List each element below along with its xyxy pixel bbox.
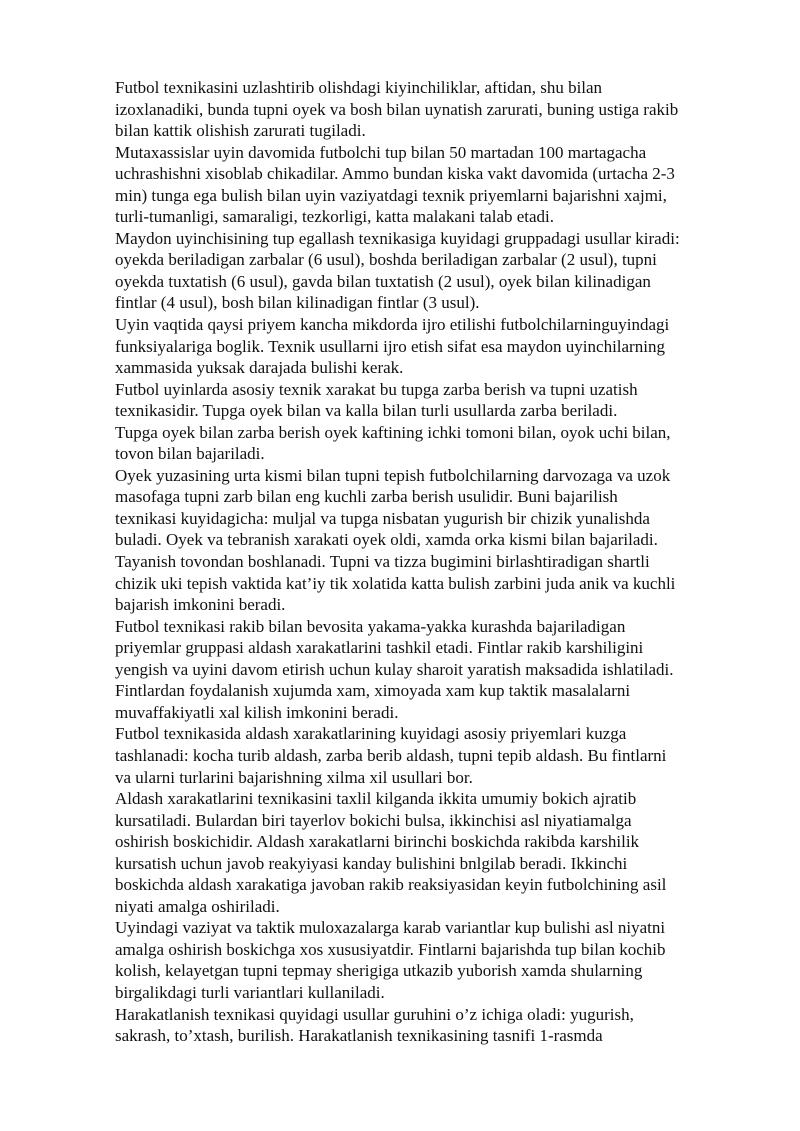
- paragraph-2: Mutaxassislar uyin davomida futbolchi tup bilan 50 martadan 100 martagacha uchrashishni xisoblab chikadilar. Ammo bundan kiska vakt davomida (urtacha 2-3 min) tunga ega bulish bilan uyin vaziyatdagi texnik priyemlarni bajarishni xajmi, turli-tumanligi, samaraligi, tezkorligi, katta malakani talab etadi.: [115, 142, 675, 227]
- paragraph-6: Tupga oyek bilan zarba berish oyek kaftining ichki tomoni bilan, oyok uchi bilan, tovon bilan bajariladi.: [115, 422, 671, 464]
- paragraph-8: Futbol texnikasi rakib bilan bevosita yakama-yakka kurashda bajariladigan priyemlar gruppasi aldash xarakatlarini tashkil etadi. Fintlar rakib karshiligini yengish va uyini davom etirish uchun kulay sharoit yaratish maksadida ishlatiladi. Fintlardan foydalanish xujumda xam, ximoyada xam kup taktik masalalarni muvaffakiyatli xal kilish imkonini beradi.: [115, 616, 674, 722]
- paragraph-7: Oyek yuzasining urta kismi bilan tupni tepish futbolchilarning darvozaga va uzok masofaga tupni zarb bilan eng kuchli zarba berish usulidir. Buni bajarilish texnikasi kuyidagicha: muljal va tupga nisbatan yugurish bir chizik yunalishda buladi. Oyek va tebranish xarakati oyek oldi, xamda orka kismi bilan bajariladi. Tayanish tovondan boshlanadi. Tupni va tizza bugimini birlashtiradigan shartli chizik uki tepish vaktida kat’iy tik xolatida katta bulish zarbini juda anik va kuchli bajarish imkonini beradi.: [115, 465, 676, 615]
- document-page: [115, 77, 747, 1047]
- paragraph-11: Uyindagi vaziyat va taktik muloxazalarga karab variantlar kup bulishi asl niyatni amalga oshirish boskichga xos xususiyatdir. Fintlarni bajarishda tup bilan kochib kolish, kelayetgan tupni tepmay sherigiga utkazib yuborish xamda shularning birgalikdagi turli variantlari kullaniladi.: [115, 918, 666, 1002]
- paragraph-12: Harakatlanish texnikasi quyidagi usullar guruhini o’z ichiga oladi: yugurish, sakrash, to’xtash, burilish. Harakatlanish texnikasining tasnifi 1-rasmda: [115, 1004, 634, 1046]
- paragraph-10: Aldash xarakatlarini texnikasini taxlil kilganda ikkita umumiy bokich ajratib kursatiladi. Bulardan biri tayerlov bokichi bulsa, ikkinchisi asl niyatiamalga oshirish boskichidir. Aldash xarakatlarni birinchi boskichda rakibda karshilik kursatish uchun javob reakyiyasi kanday bulishini bnlgilab beradi. Ikkinchi boskichda aldash xarakatiga javoban rakib reaksiyasidan keyin futbolchining asil niyati amalga oshiriladi.: [115, 789, 667, 916]
- paragraph-5: Futbol uyinlarda asosiy texnik xarakat bu tupga zarba berish va tupni uzatish texnikasidir. Tupga oyek bilan va kalla bilan turli usullarda zarba beriladi.: [115, 379, 638, 421]
- paragraph-3: Maydon uyinchisining tup egallash texnikasiga kuyidagi gruppadagi usullar kiradi: oyekda beriladigan zarbalar (6 usul), boshda beriladigan zarbalar (2 usul), tupni oyekda tuxtatish (6 usul), gavda bilan tuxtatish (2 usul), oyek bilan kilinadigan fintlar (4 usul), bosh bilan kilinadigan fintlar (3 usul).: [115, 228, 680, 313]
- paragraph-1: Futbol texnikasini uzlashtirib olishdagi kiyinchiliklar, aftidan, shu bilan izoxlanadiki, bunda tupni oyek va bosh bilan uynatish zarurati, buning ustiga rakib bilan kattik olishish zarurati tugiladi.: [115, 78, 679, 141]
- paragraph-4: Uyin vaqtida qaysi priyem kancha mikdorda ijro etilishi futbolchilarninguyindagi funksiyalariga boglik. Texnik usullarni ijro etish sifat esa maydon uyinchilarning xammasida yuksak darajada bulishi kerak.: [115, 315, 670, 378]
- paragraph-9: Futbol texnikasida aldash xarakatlarining kuyidagi asosiy priyemlari kuzga tashlanadi: kocha turib aldash, zarba berib aldash, tupni tepib aldash. Bu fintlarni va ularni turlarini bajarishning xilma xil usullari bor.: [115, 724, 667, 787]
